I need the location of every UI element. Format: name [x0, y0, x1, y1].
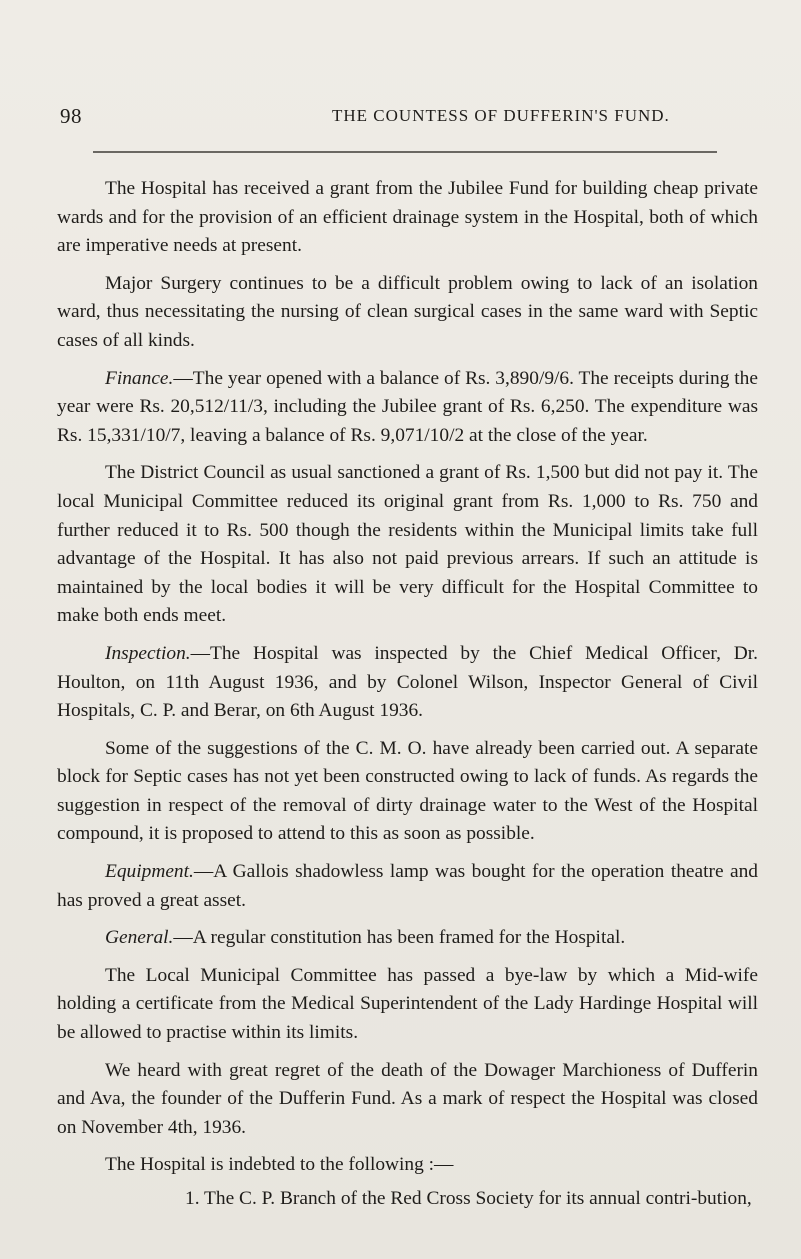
section-lead: Equipment.: [105, 861, 194, 883]
page-number: 98: [60, 104, 82, 128]
paragraph-jubilee-grant: [57, 175, 758, 261]
paragraph-general: [57, 924, 758, 953]
paragraph-inspection: [57, 640, 758, 726]
paragraph-text: We heard with great regret of the death of the Dowager Marchioness of Dufferin and Ava, the founder of the Dufferin Fund. As a mark of respect the Hospital was closed on November 4th, 1936.: [57, 1059, 758, 1138]
paragraph-text: —A Gallois shadowless lamp was bought for the operation theatre and has proved a great asset.: [57, 861, 758, 911]
paragraph-text: —The year opened with a balance of Rs. 3,890/9/6. The receipts during the year were Rs. 20,512/11/3, including the Jubilee grant of Rs. 6,250. The expenditure was Rs. 15,331/10/7, leaving a balance of Rs. 9,071/10/2 at the close of the year.: [57, 367, 758, 446]
list-item-text: 1. The C. P. Branch of the Red Cross Society for its annual contri-bution,: [185, 1188, 752, 1209]
list-item: [57, 1185, 758, 1214]
header-rule: [93, 151, 717, 153]
paragraph-text: —A regular constitution has been framed for the Hospital.: [173, 927, 626, 949]
paragraph-text: Some of the suggestions of the C. M. O. have already been carried out. A separate block for Septic cases has not yet been constructed owing to lack of funds. As regards the suggestion in respect of the removal of dirty drainage water to the West of the Hospital compound, it is proposed to attend to this as soon as possible.: [57, 737, 758, 845]
paragraph-text: The Hospital is indebted to the following :—: [105, 1154, 454, 1176]
paragraph-finance: [57, 365, 758, 451]
paragraph-equipment: [57, 858, 758, 915]
section-lead: Finance.: [105, 367, 174, 389]
paragraph-text: The Local Municipal Committee has passed a bye-law by which a Mid-wife holding a certificate from the Medical Superintendent of the Lady Hardinge Hospital will be allowed to practise within its limits.: [57, 964, 758, 1044]
page-header: [60, 104, 761, 134]
paragraph-text: The Hospital has received a grant from the Jubilee Fund for building cheap private wards and for the provision of an efficient drainage system in the Hospital, both of which are imperative needs at present.: [57, 178, 758, 257]
paragraph-bye-law: [57, 962, 758, 1048]
paragraph-district-council: [57, 459, 758, 631]
paragraph-dowager: [57, 1057, 758, 1143]
section-lead: Inspection.: [105, 642, 191, 664]
body-text: [57, 175, 758, 1223]
paragraph-text: —The Hospital was inspected by the Chief Medical Officer, Dr. Houlton, on 11th August 1936, and by Colonel Wilson, Inspector General of Civil Hospitals, C. P. and Berar, on 6th August 1936.: [57, 642, 758, 722]
paragraph-indebted: [57, 1151, 758, 1180]
paragraph-text: The District Council as usual sanctioned a grant of Rs. 1,500 but did not pay it. The local Municipal Committee reduced its original grant from Rs. 1,000 to Rs. 750 and further reduced it to Rs. 500 though the residents within the Municipal limits take full advantage of the Hospital. It has also not paid previous arrears. If such an attitude is maintained by the local bodies it will be very difficult for the Hospital Committee to make both ends meet.: [57, 462, 758, 627]
section-lead: General.: [105, 927, 174, 949]
paragraph-major-surgery: [57, 270, 758, 356]
running-head: THE COUNTESS OF DUFFERIN'S FUND.: [332, 106, 670, 125]
paragraph-cmo-suggestions: [57, 735, 758, 849]
paragraph-text: Major Surgery continues to be a difficult problem owing to lack of an isolation ward, thus necessitating the nursing of clean surgical cases in the same ward with Septic cases of all kinds.: [57, 272, 758, 351]
